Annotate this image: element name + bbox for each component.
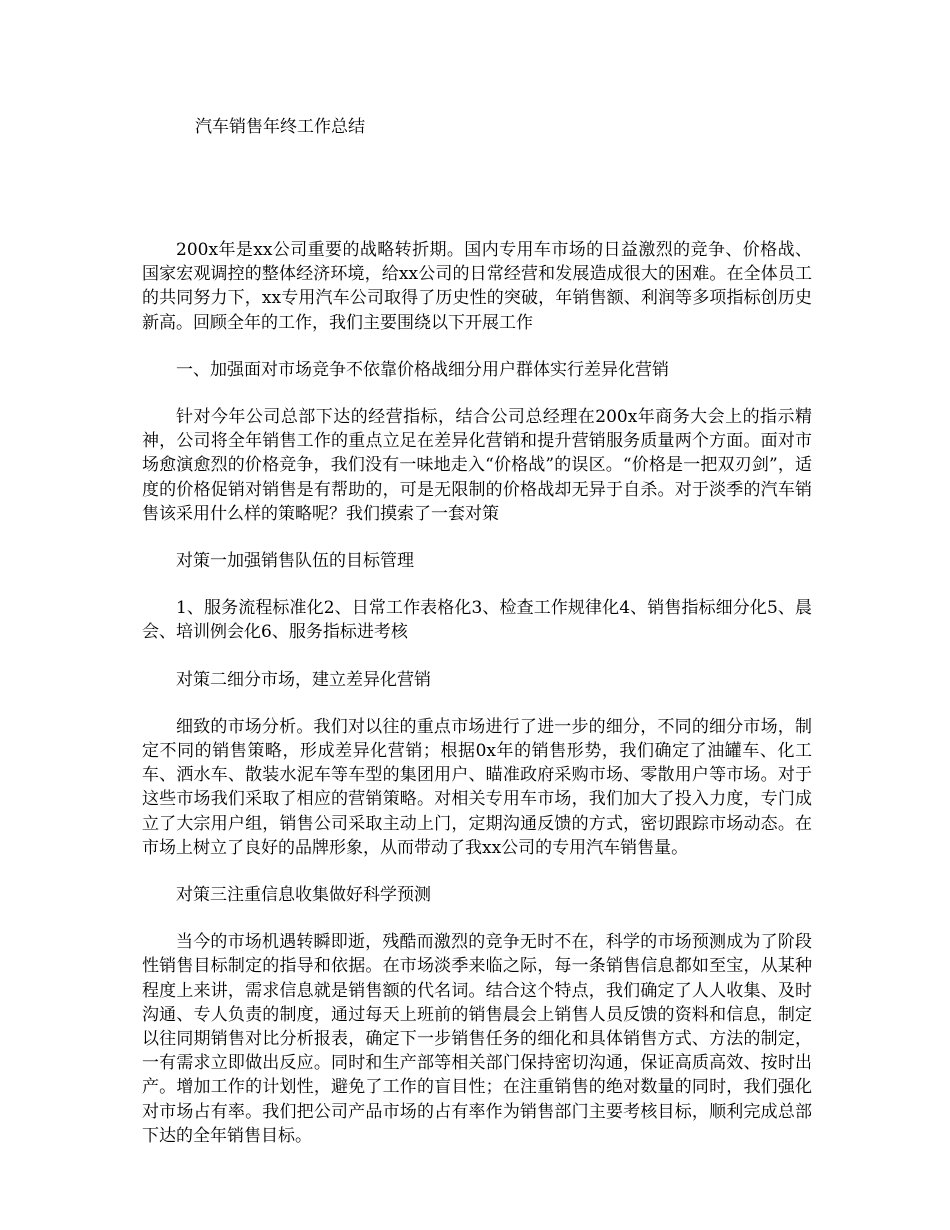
paragraph-section-1: 针对今年公司总部下达的经营指标，结合公司总经理在200x年商务大会上的指示精神，公司将全年销售工作的重点立足在差异化营销和提升营销服务质量两个方面。面对市场愈演愈烈的价格竞争，我们没有一味地走入“价格战”的误区。“价格是一把双刃剑”，适度的价格促销对销售是有帮助的，可是无限制的价格战却无异于自杀。对于淡季的汽车销售该采用什么样的策略呢？我们摸索了一套对策 <box>142 407 812 524</box>
strategy-heading-1: 对策一加强销售队伍的目标管理 <box>176 551 414 572</box>
paragraph-strategy-1: 1、服务流程标准化2、日常工作表格化3、检查工作规律化4、销售指标细分化5、晨会、培训例会化6、服务指标进考核 <box>142 598 812 643</box>
document-title: 汽车销售年终工作总结 <box>195 117 365 137</box>
section-heading-1: 一、加强面对市场竞争不依靠价格战细分用户群体实行差异化营销 <box>176 359 669 380</box>
document-body <box>142 238 812 1171</box>
strategy-heading-2: 对策二细分市场，建立差异化营销 <box>176 669 431 690</box>
paragraph-intro: 200x年是xx公司重要的战略转折期。国内专用车市场的日益激烈的竞争、价格战、国家宏观调控的整体经济环境，给xx公司的日常经营和发展造成很大的困难。在全体员工的共同努力下，xx专用汽车公司取得了历史性的突破，年销售额、利润等多项指标创历史新高。回顾全年的工作，我们主要围绕以下开展工作 <box>142 240 812 333</box>
paragraph-strategy-2: 细致的市场分析。我们对以往的重点市场进行了进一步的细分，不同的细分市场，制定不同的销售策略，形成差异化营销；根据0x年的销售形势，我们确定了油罐车、化工车、洒水车、散装水泥车等车型的集团用户、瞄准政府采购市场、零散用户等市场。对于这些市场我们采取了相应的营销策略。对相关专用车市场，我们加大了投入力度，专门成立了大宗用户组，销售公司采取主动上门，定期沟通反馈的方式，密切跟踪市场动态。在市场上树立了良好的品牌形象，从而带动了我xx公司的专用汽车销售量。 <box>142 716 812 858</box>
paragraph-strategy-3: 当今的市场机遇转瞬即逝，残酷而激烈的竞争无时不在，科学的市场预测成为了阶段性销售目标制定的指导和依据。在市场淡季来临之际，每一条销售信息都如至宝，从某种程度上来讲，需求信息就是销售额的代名词。结合这个特点，我们确定了人人收集、及时沟通、专人负责的制度，通过每天上班前的销售晨会上销售人员反馈的资料和信息，制定以往同期销售对比分析报表，确定下一步销售任务的细化和具体销售方式、方法的制定，一有需求立即做出反应。同时和生产部等相关部门保持密切沟通，保证高质高效、按时出产。增加工作的计划性，避免了工作的盲目性；在注重销售的绝对数量的同时，我们强化对市场占有率。我们把公司产品市场的占有率作为销售部门主要考核目标，顺利完成总部下达的全年销售目标。 <box>142 932 812 1146</box>
strategy-heading-3: 对策三注重信息收集做好科学预测 <box>176 885 431 906</box>
